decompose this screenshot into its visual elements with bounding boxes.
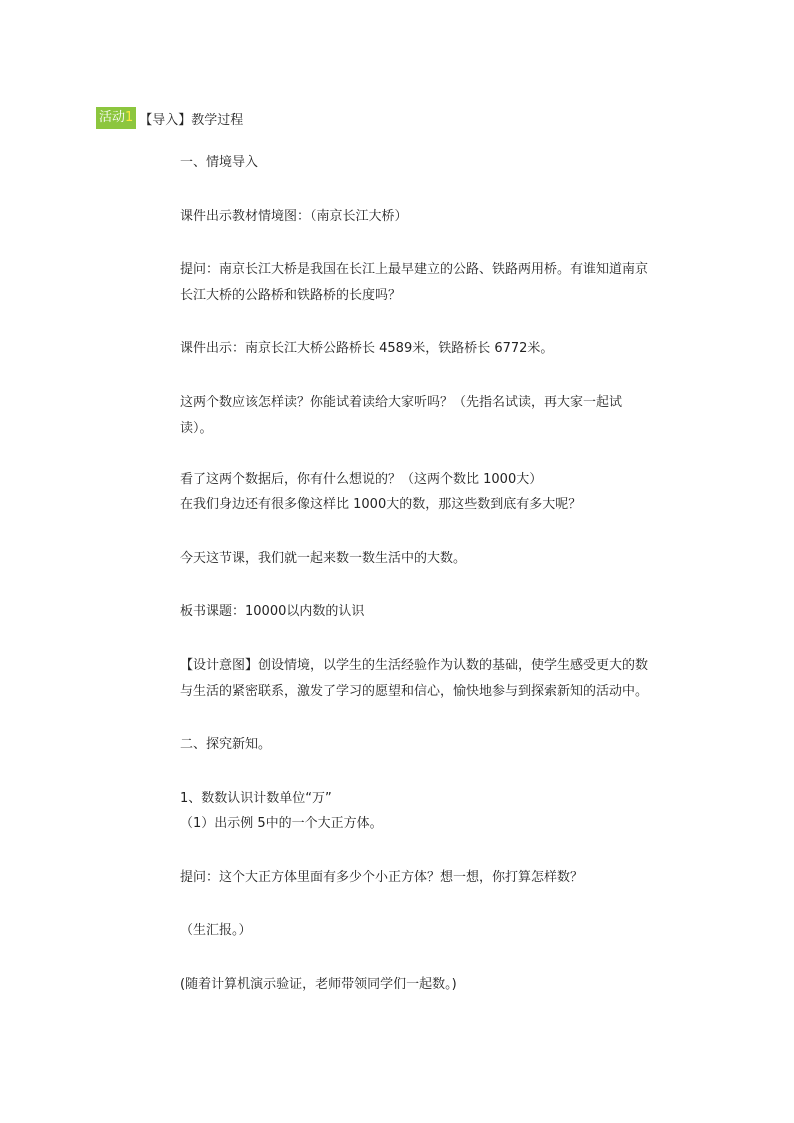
section-title: 【导入】教学过程 [139,112,244,128]
paragraph-thoughts: 看了这两个数据后，你有什么想说的？（这两个数比 1000大） [180,472,543,487]
paragraph-board-title: 板书课题：10000以内数的认识 [180,604,365,619]
section-heading [96,107,243,129]
paragraph-design-intent-line1: 【设计意图】创设情境，以学生的生活经验作为认数的基础，使学生感受更大的数 [180,658,649,673]
paragraph-student-report: （生汇报。） [180,923,252,938]
paragraph-question-line2: 长江大桥的公路桥和铁路桥的长度吗？ [180,288,402,303]
paragraph-reading-line1: 这两个数应该怎样读？你能试着读给大家听吗？（先指名试读，再大家一起试 [180,395,623,410]
section-two-title: 二、探究新知。 [180,737,272,752]
activity-badge-label: 活动 [99,110,126,125]
activity-badge-number: 1 [125,110,134,125]
paragraph-counting-unit: 1、数数认识计数单位“万” [180,791,332,806]
paragraph-design-intent-line2: 与生活的紧密联系，激发了学习的愿望和信心，愉快地参与到探索新知的活动中。 [180,684,649,699]
paragraph-big-numbers: 在我们身边还有很多像这样比 1000大的数，那这些数到底有多大呢？ [180,497,582,512]
paragraph-cube-question: 提问：这个大正方体里面有多少个小正方体？想一想，你打算怎样数？ [180,870,584,885]
paragraph-courseware-image: 课件出示教材情境图：（南京长江大桥） [180,209,408,224]
paragraph-computer-demo: (随着计算机演示验证，老师带领同学们一起数。) [180,977,457,992]
section-one-title: 一、情境导入 [180,155,259,170]
paragraph-example-cube: （1）出示例 5中的一个大正方体。 [180,816,383,831]
activity-badge [96,107,136,129]
paragraph-question-line1: 提问：南京长江大桥是我国在长江上最早建立的公路、铁路两用桥。有谁知道南京 [180,262,649,277]
paragraph-bridge-lengths: 课件出示：南京长江大桥公路桥长 4589米，铁路桥长 6772米。 [180,341,554,356]
paragraph-today-lesson: 今天这节课，我们就一起来数一数生活中的大数。 [180,551,467,566]
paragraph-reading-line2: 读）。 [180,421,213,436]
